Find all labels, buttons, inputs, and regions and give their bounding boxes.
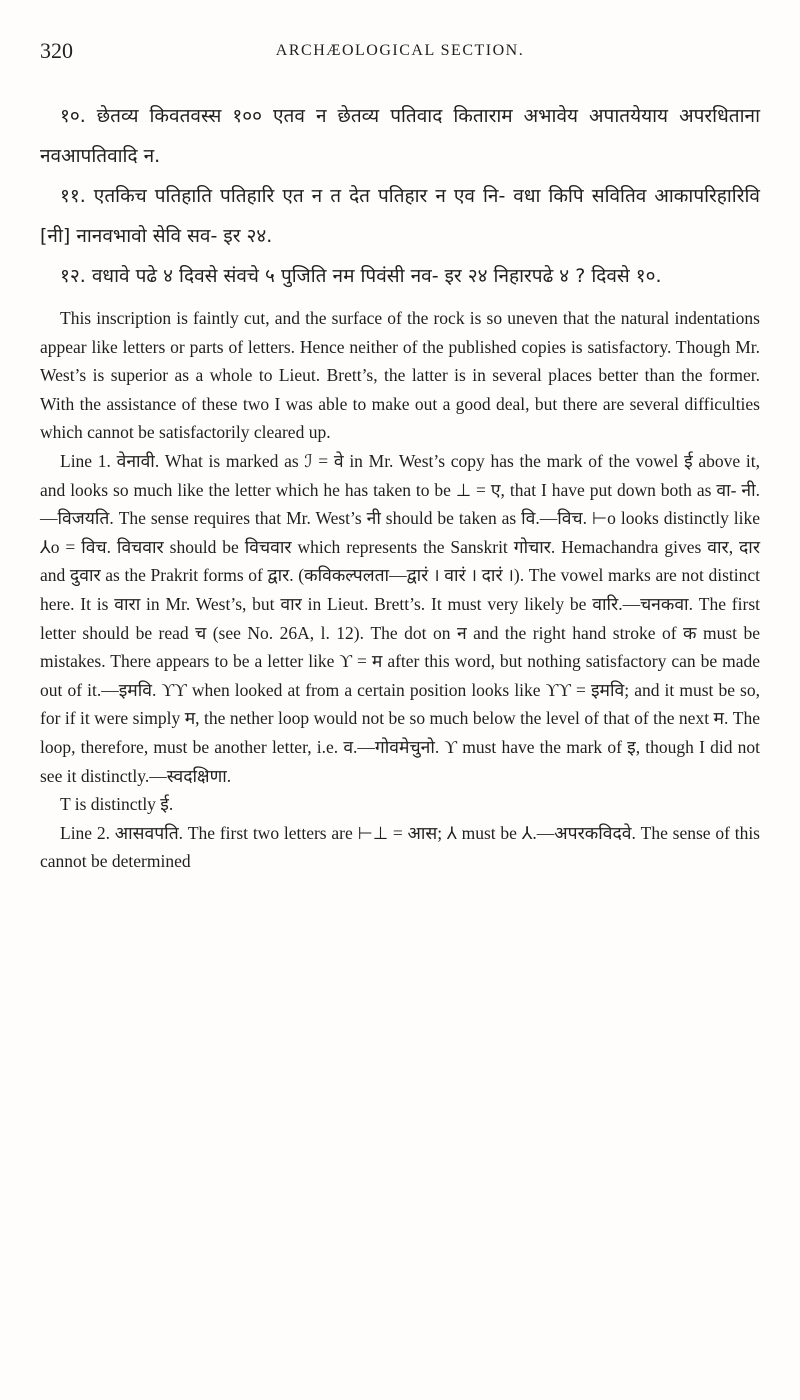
commentary-paragraph-note: T is distinctly ई.	[60, 794, 174, 815]
inscription-line-10: १०. छेतव्य किवतवस्स १०० एतव न छेतव्य पतिवाद किताराम अभावेय अपातयेयाय अपरधिताना नवआपतिवादि न.	[40, 105, 760, 167]
page-number: 320	[40, 38, 73, 63]
commentary-paragraph-intro: This inscription is faintly cut, and the surface of the rock is so uneven that the natural indentations appear like letters or parts of letters. Hence neither of the published copies is satisfactory. Though Mr. West’s is superior as a whole to Lieut. Brett’s, the latter is in several places better than the former. With the assistance of these two I was able to make out a good deal, but there are several difficulties which cannot be satisfactorily cleared up.	[40, 308, 760, 443]
running-head: ARCHÆOLOGICAL SECTION.	[275, 42, 525, 59]
commentary-paragraph-line-1: Line 1. वेनावी. What is marked as ℐ = वे in Mr. West’s copy has the mark of the vowel ई above it, and looks so much like the letter which he has taken to be ⊥ = ए, that I have put down both as वा- नी.—विजयति. The sense requires that Mr. West’s नी should be taken as वि.—विच. ⊢o looks distinctly like ⅄o = विच. विचवार should be विचवार which represents the Sanskrit गोचार. Hemachandra gives वार, दार and दुवार as the Prakrit forms of द्वार. (कविकल्पलता—द्वारं । वारं । दारं ।). The vowel marks are not distinct here. It is वारा in Mr. West’s, but वार in Lieut. Brett’s. It must very likely be वारि.—चनकवा. The first letter should be read च (see No. 26A, l. 12). The dot on न and the right hand stroke of क must be mistakes. There appears to be a letter like ϒ = म after this word, but nothing satisfactory can be made out of it.—इमवि. ϒϒ when looked at from a certain position looks like ϒϒ = इमवि; and it must be so, for if it were simply म, the nether loop would not be so much below the level of that of the next म. The loop, therefore, must be another letter, i.e. व.—गोवमेचुनो. ϒ must have the mark of इ, though I did not see it distinctly.—स्वदक्षिणा.	[40, 450, 760, 786]
page-header	[40, 38, 760, 68]
commentary-paragraph-line-2: Line 2. आसवपति. The first two letters are ⊢⊥ = आस; ⅄ must be ⅄.—अपरकविदवे. The sense of this cannot be determined	[40, 822, 760, 872]
page-body	[40, 96, 760, 876]
inscription-line-12: १२. वधावे पढे ४ दिवसे संवचे ५ पुजिति नम पिवंसी नव- इर २४ निहारपढे ४ ? दिवसे १०.	[60, 265, 662, 287]
inscription-line-11: ११. एतकिच पतिहाति पतिहारि एत न त देत पतिहार न एव नि- वधा किपि सवितिव आकापरिहारिवि [नी] नानवभावो सेवि सव- इर २४.	[40, 185, 760, 247]
